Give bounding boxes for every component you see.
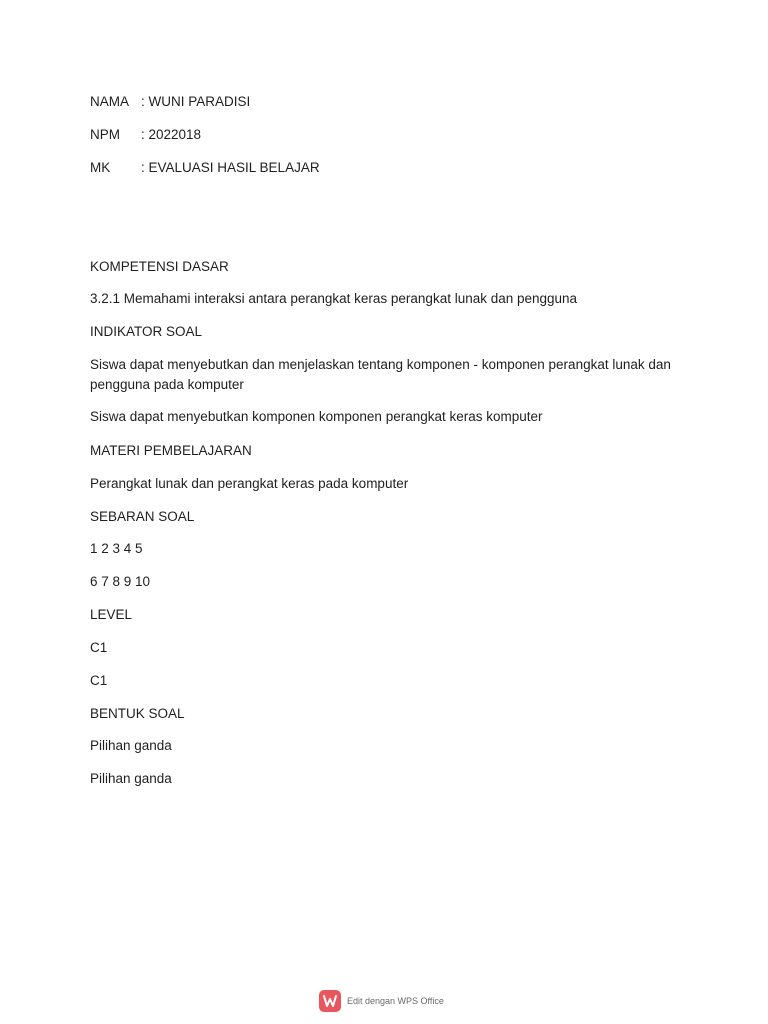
bentuk-heading: BENTUK SOAL (90, 706, 185, 721)
npm-row (90, 125, 201, 145)
kd-text: 3.2.1 Memahami interaksi antara perangkat keras perangkat lunak dan pengguna (90, 291, 578, 306)
sebaran-heading: SEBARAN SOAL (90, 509, 195, 524)
nama-row (90, 92, 250, 112)
bentuk-row-1: Pilihan ganda (90, 738, 172, 753)
indikator-text-1: Siswa dapat menyebutkan dan menjelaskan tentang komponen - komponen perangkat lunak dan pengguna pada komputer (90, 357, 671, 392)
bentuk-row-2: Pilihan ganda (90, 771, 172, 786)
npm-value: : 2022018 (141, 127, 202, 142)
level-row-2: C1 (90, 673, 108, 688)
sebaran-row-1: 1 2 3 4 5 (90, 541, 143, 556)
materi-heading: MATERI PEMBELAJARAN (90, 443, 252, 458)
wps-edit-text: Edit dengan WPS Office (347, 996, 444, 1006)
sebaran-row-2: 6 7 8 9 10 (90, 574, 151, 589)
level-row-1: C1 (90, 640, 108, 655)
mk-row (90, 158, 320, 178)
nama-label: NAMA (90, 94, 130, 109)
nama-value: : WUNI PARADISI (141, 94, 251, 109)
kd-heading: KOMPETENSI DASAR (90, 259, 229, 274)
wps-office-icon (319, 990, 341, 1012)
mk-label: MK (90, 160, 111, 175)
npm-label: NPM (90, 127, 120, 142)
wps-edit-link[interactable] (319, 990, 444, 1012)
level-heading: LEVEL (90, 607, 133, 622)
mk-value: : EVALUASI HASIL BELAJAR (141, 160, 320, 175)
indikator-text-2: Siswa dapat menyebutkan komponen komponen perangkat keras komputer (90, 409, 543, 424)
indikator-heading: INDIKATOR SOAL (90, 324, 203, 339)
materi-text: Perangkat lunak dan perangkat keras pada komputer (90, 476, 409, 491)
